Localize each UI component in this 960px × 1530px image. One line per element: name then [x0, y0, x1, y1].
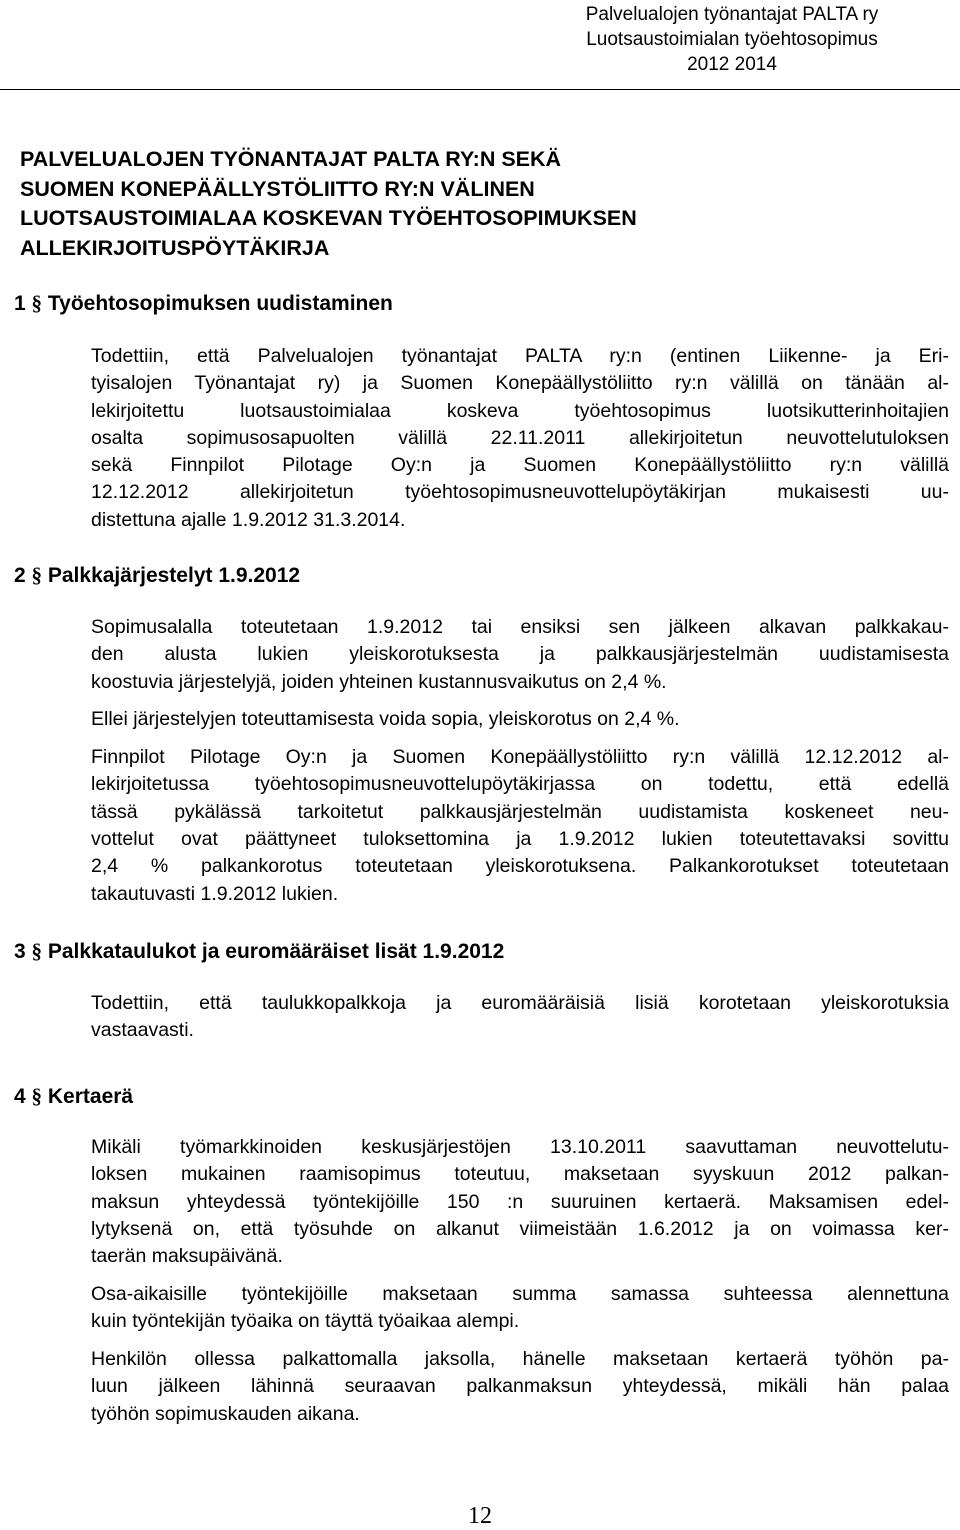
- section-2-body: [91, 614, 949, 918]
- text-line: Sopimusalalla toteutetaan 1.9.2012 tai ensiksi sen jälkeen alkavan palkkakau-: [91, 616, 949, 638]
- title-line: LUOTSAUSTOIMIALAA KOSKEVAN TYÖEHTOSOPIMUKSEN: [20, 206, 637, 230]
- text-line: työhön sopimuskauden aikana.: [91, 1402, 360, 1425]
- text-line: osalta sopimusosapuolten välillä 22.11.2011 allekirjoitetun neuvottelutuloksen: [91, 426, 949, 449]
- text-line: tyisalojen Työnantajat ry) ja Suomen Konepäällystöliitto ry:n välillä on tänään al-: [91, 372, 949, 395]
- paragraph: [91, 706, 949, 733]
- section-symbol: §: [31, 939, 43, 963]
- section-title: Kertaerä: [47, 1085, 134, 1108]
- text-line: vastaavasti.: [91, 1019, 194, 1042]
- section-3-heading: [14, 937, 504, 966]
- running-header: [522, 2, 942, 77]
- text-line: lekirjoitettu luotsaustoimialaa koskeva työehtosopimus luotsikutterinhoitajien: [91, 399, 949, 422]
- section-2-heading: [14, 561, 300, 590]
- text-line: luun jälkeen lähinnä seuraavan palkanmaksun yhteydessä, mikäli hän palaa: [91, 1375, 949, 1398]
- section-symbol: §: [31, 291, 43, 315]
- title-line: SUOMEN KONEPÄÄLLYSTÖLIITTO RY:N VÄLINEN: [20, 176, 535, 201]
- text-line: Finnpilot Pilotage Oy:n ja Suomen Konepäällystöliitto ry:n välillä 12.12.2012 al-: [91, 746, 949, 769]
- section-3-body: [91, 990, 949, 1055]
- text-line: Osa-aikaisille työntekijöille maksetaan summa samassa suhteessa alennettuna: [91, 1282, 949, 1305]
- section-number: 1: [14, 292, 26, 315]
- text-line: 2,4 % palkankorotus toteutetaan yleiskorotuksena. Palkankorotukset toteutetaan: [91, 855, 949, 878]
- section-4-body: [91, 1134, 949, 1438]
- text-line: maksun yhteydessä työntekijöille 150 :n suuruinen kertaerä. Maksamisen edel-: [91, 1190, 949, 1213]
- text-line: taerän maksupäivänä.: [91, 1245, 283, 1268]
- header-organization: Palvelualojen työnantajat PALTA ry: [585, 4, 879, 25]
- text-line: lytyksenä on, että työsuhde on alkanut viimeistään 1.6.2012 ja on voimassa ker-: [91, 1217, 949, 1240]
- text-line: 12.12.2012 allekirjoitetun työehtosopimusneuvottelupöytäkirjan mukaisesti uu-: [91, 481, 949, 504]
- section-title: Palkkajärjestelyt 1.9.2012: [47, 564, 301, 587]
- page-number: 12: [468, 1503, 492, 1529]
- section-number: 3: [14, 940, 26, 963]
- text-line: sekä Finnpilot Pilotage Oy:n ja Suomen Konepäällystöliitto ry:n välillä: [91, 454, 949, 477]
- text-line: takautuvasti 1.9.2012 lukien.: [91, 882, 339, 905]
- text-line: vottelut ovat päättyneet tuloksettomina ja 1.9.2012 lukien toteutettavaksi sovittu: [91, 828, 949, 851]
- text-line: koostuvia järjestelyjä, joiden yhteinen kustannusvaikutus on 2,4 %.: [91, 670, 667, 693]
- document-title: [20, 145, 940, 263]
- header-agreement: Luotsaustoimialan työehtosopimus: [586, 29, 878, 50]
- title-line: PALVELUALOJEN TYÖNANTAJAT PALTA RY:N SEKÄ: [20, 147, 562, 171]
- paragraph: [91, 343, 949, 534]
- section-symbol: §: [31, 1084, 43, 1108]
- section-4-heading: [14, 1082, 133, 1111]
- section-symbol: §: [31, 563, 43, 587]
- text-line: loksen mukainen raamisopimus toteutuu, maksetaan syyskuun 2012 palkan-: [91, 1163, 949, 1186]
- section-1-body: [91, 343, 949, 545]
- section-number: 4: [14, 1085, 26, 1108]
- text-line: Henkilön ollessa palkattomalla jaksolla, hänelle maksetaan kertaerä työhön pa-: [91, 1348, 949, 1371]
- text-line: den alusta lukien yleiskorotuksesta ja palkkausjärjestelmän uudistamisesta: [91, 643, 949, 666]
- section-title: Työehtosopimuksen uudistaminen: [47, 292, 393, 315]
- paragraph: [91, 744, 949, 908]
- text-line: kuin työntekijän työaika on täyttä työaikaa alempi.: [91, 1310, 520, 1333]
- title-line: ALLEKIRJOITUSPÖYTÄKIRJA: [20, 235, 330, 260]
- section-number: 2: [14, 564, 26, 587]
- text-line: Ellei järjestelyjen toteuttamisesta voida sopia, yleiskorotus on 2,4 %.: [91, 708, 680, 731]
- paragraph: [91, 1281, 949, 1336]
- text-line: distettuna ajalle 1.9.2012 31.3.2014.: [91, 508, 406, 531]
- text-line: tässä pykälässä tarkoitetut palkkausjärjestelmän uudistamista koskeneet neu-: [91, 800, 949, 823]
- text-line: Mikäli työmarkkinoiden keskusjärjestöjen 13.10.2011 saavuttaman neuvottelutu-: [91, 1136, 949, 1158]
- paragraph: [91, 614, 949, 696]
- text-line: Todettiin, että Palvelualojen työnantajat PALTA ry:n (entinen Liikenne- ja Eri-: [91, 345, 949, 367]
- section-1-heading: [14, 289, 393, 318]
- header-divider: [0, 89, 960, 90]
- paragraph: [91, 1346, 949, 1428]
- text-line: lekirjoitetussa työehtosopimusneuvottelupöytäkirjassa on todettu, että edellä: [91, 773, 949, 796]
- section-title: Palkkataulukot ja euromääräiset lisät 1.9.2012: [47, 940, 505, 963]
- paragraph: [91, 990, 949, 1045]
- text-line: Todettiin, että taulukkopalkkoja ja euromääräisiä lisiä korotetaan yleiskorotuksia: [91, 992, 949, 1014]
- paragraph: [91, 1134, 949, 1270]
- header-period: 2012 2014: [687, 54, 777, 75]
